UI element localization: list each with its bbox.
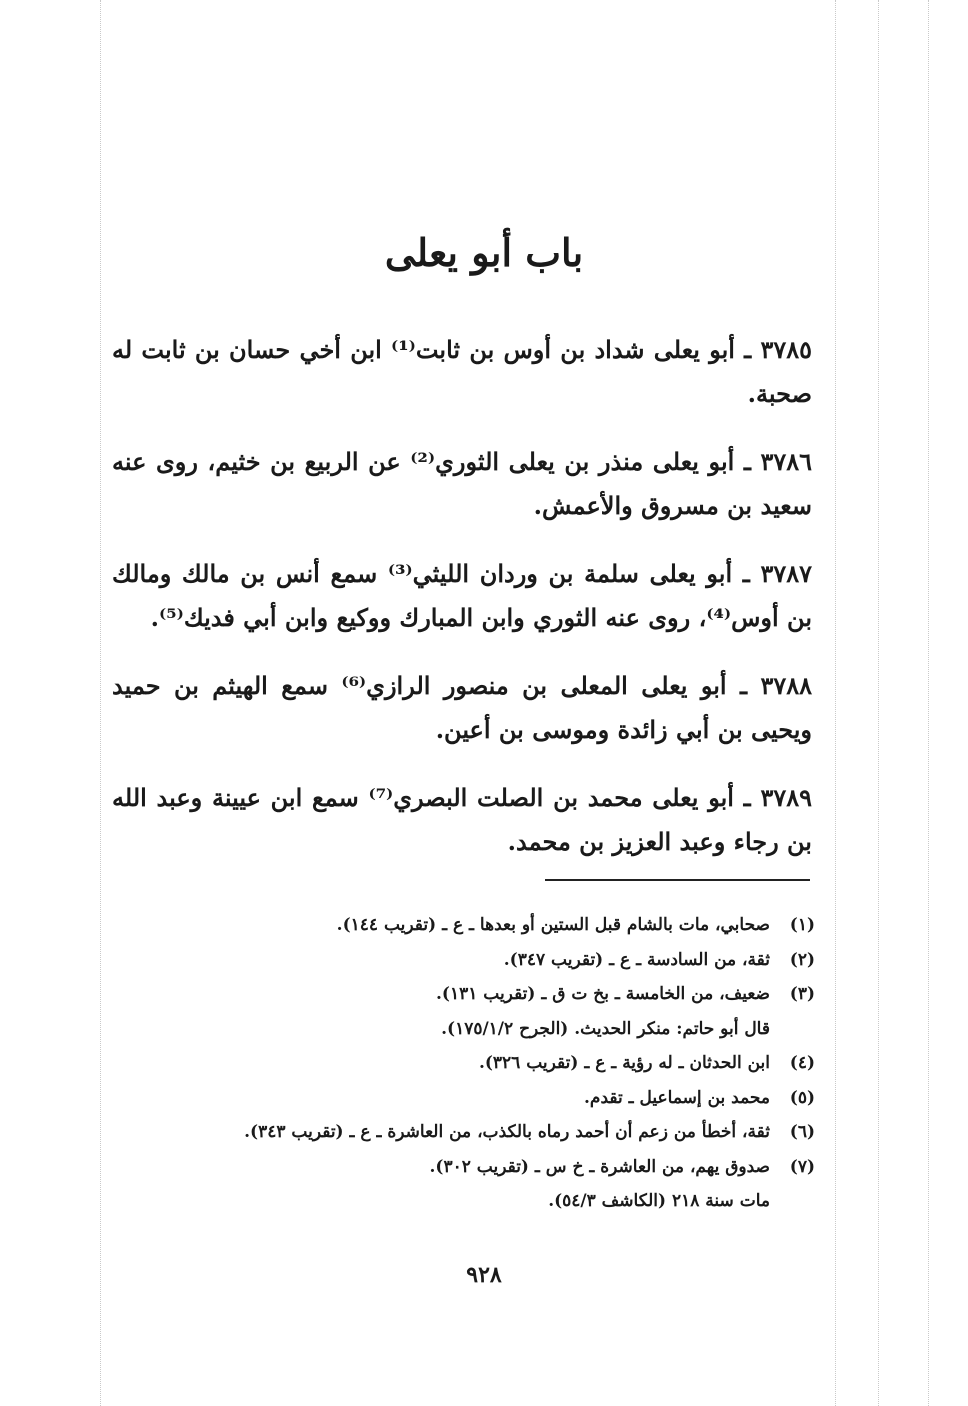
footnote-marker: (١) — [789, 915, 815, 935]
scan-guide-line — [878, 0, 879, 1406]
footnote-text: صحابي، مات بالشام قبل الستين أو بعدها ـ ع ـ (تقريب ١٤٤). — [336, 915, 770, 935]
footnote-text: صدوق يهم، من العاشرة ـ خ س ـ (تقريب ٣٠٢). — [429, 1156, 770, 1177]
entry-number: ٣٧٨٧ — [760, 559, 812, 588]
footnote-body — [150, 943, 770, 978]
footnote-body — [150, 1150, 770, 1219]
footnote — [150, 1115, 815, 1150]
footnote-text: ثقة، أخطأ من زعم أن أحمد رماه بالكذب، من العاشرة ـ ع ـ (تقريب ٣٤٣). — [244, 1122, 770, 1142]
footnote-text: قال أبو حاتم: منكر الحديث. (الجرح ١٧٥/١/٢). — [441, 1018, 770, 1039]
entries-list — [112, 328, 812, 882]
footnote — [150, 1150, 815, 1219]
footnote-marker: (٥) — [789, 1087, 815, 1108]
entry-text: ـ أبو يعلى سلمة بن وردان الليثي⁽³⁾ سمع أنس بن مالك ومالك بن أوس⁽⁴⁾، روى عنه الثوري وابن المبارك ووكيع وابن أبي فديك⁽⁵⁾. — [112, 559, 812, 632]
entry — [112, 664, 812, 752]
footnote-separator — [545, 879, 810, 881]
entry — [112, 328, 812, 416]
footnote-marker: (٤) — [789, 1053, 815, 1073]
entry-number: ٣٧٨٨ — [760, 671, 813, 700]
entry — [112, 552, 812, 640]
footnote-text: ضعيف، من الخامسة ـ بخ ت ق ـ (تقريب ١٣١). — [435, 984, 770, 1004]
entry-number: ٣٧٨٥ — [760, 335, 812, 364]
page-number: ٩٢٨ — [466, 1262, 502, 1288]
entry-text: ـ أبو يعلى المعلى بن منصور الرازي⁽⁶⁾ سمع الهيثم بن حميد ويحيى بن أبي زائدة وموسى بن أعين. — [112, 671, 812, 744]
entry-number: ٣٧٨٦ — [760, 447, 813, 476]
scan-guide-line — [928, 0, 929, 1406]
entry-text: ـ أبو يعلى شداد بن أوس بن ثابت⁽¹⁾ ابن أخي حسان بن ثابت له صحبة. — [112, 335, 812, 408]
footnote-body — [150, 908, 770, 943]
entry-text: ـ أبو يعلى منذر بن يعلى الثوري⁽²⁾ عن الربيع بن خثيم، روى عنه سعيد بن مسروق والأعمش. — [112, 447, 812, 520]
footnote — [150, 1081, 815, 1116]
footnote-body — [150, 1115, 770, 1150]
scan-guide-line — [835, 0, 836, 1406]
footnote-text: محمد بن إسماعيل ـ تقدم. — [584, 1087, 770, 1108]
chapter-title: باب أبو يعلى — [384, 230, 584, 275]
footnote — [150, 1046, 815, 1081]
entry-number: ٣٧٨٩ — [760, 783, 813, 812]
footnote — [150, 977, 815, 1046]
footnote-body — [150, 977, 770, 1046]
entry-text: ـ أبو يعلى محمد بن الصلت البصري⁽⁷⁾ سمع ابن عيينة وعبد الله بن رجاء وعبد العزيز بن محمد. — [112, 783, 812, 856]
footnote-body — [150, 1046, 770, 1081]
footnote-marker: (٢) — [789, 949, 815, 970]
footnote-marker: (٦) — [789, 1122, 815, 1142]
footnote — [150, 943, 815, 978]
footnote-marker: (٣) — [789, 984, 815, 1004]
entry — [112, 440, 812, 528]
footnote-text: ثقة، من السادسة ـ ع ـ (تقريب ٣٤٧). — [503, 949, 770, 970]
entry — [112, 776, 812, 864]
footnote-marker: (٧) — [789, 1156, 815, 1177]
footnote-text: ابن الحدثان ـ له رؤية ـ ع ـ (تقريب ٣٢٦). — [478, 1053, 770, 1073]
footnote-text: مات سنة ٢١٨ (الكاشف ٥٤/٣). — [548, 1191, 770, 1211]
footnote-body — [150, 1081, 770, 1116]
footnotes — [150, 908, 815, 1219]
footnote — [150, 908, 815, 943]
scan-guide-line — [100, 0, 101, 1406]
